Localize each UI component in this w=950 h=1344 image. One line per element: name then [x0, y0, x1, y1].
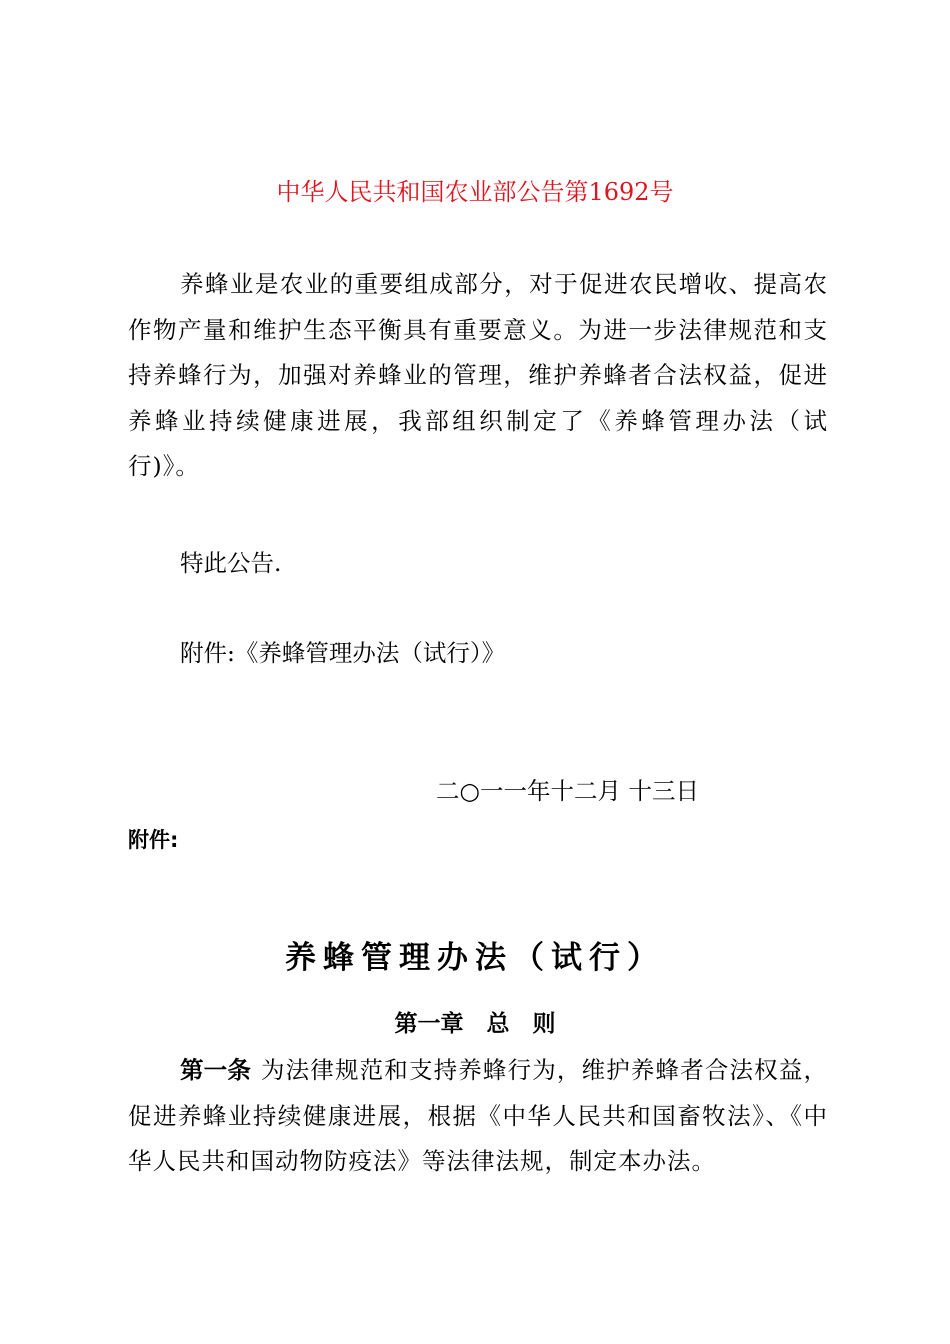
article-1 — [128, 1048, 828, 1185]
notice-body: 养蜂业是农业的重要组成部分，对于促进农民增收、提高农作物产量和维护生态平衡具有重要意义。为进一步法律规范和支持养蜂行为，加强对养蜂业的管理，维护养蜂者合法权益，促进养蜂业持续健康进展，我部组织制定了《养蜂管理办法（试行)》。 — [128, 270, 828, 481]
notice-title: 中华人民共和国农业部公告第1692号 — [276, 178, 674, 206]
notice-date: 二○一一年十二月 十三日 — [436, 777, 699, 805]
attachment-label: 附件: — [128, 828, 179, 852]
article-1-text: 为法律规范和支持养蜂行为，维护养蜂者合法权益，促进养蜂业持续健康进展，根据《中华人民共和国畜牧法》、《中华人民共和国动物防疫法》等法律法规，制定本办法。 — [128, 1056, 829, 1176]
attachment-reference: 附件:《养蜂管理办法（试行）》 — [180, 639, 506, 667]
document-title: 养蜂管理办法（试行） — [285, 940, 665, 976]
special-notice: 特此公告. — [180, 549, 282, 577]
article-1-label: 第一条 — [180, 1056, 251, 1084]
chapter-title: 第一章 总 则 — [394, 1011, 556, 1037]
